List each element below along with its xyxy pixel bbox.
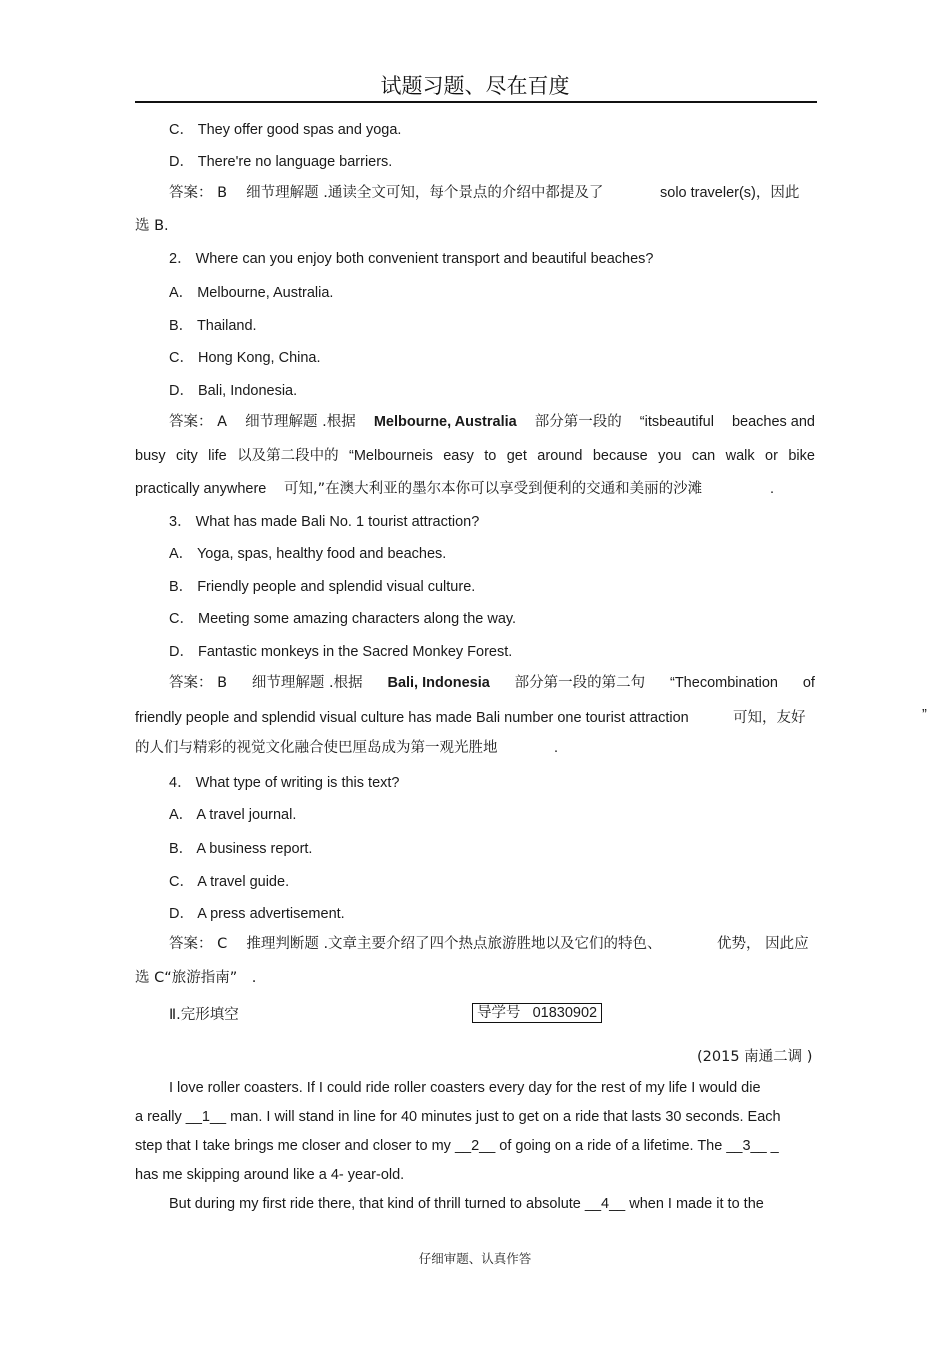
q4-answer-line-1b: 优势， 因此应 (717, 936, 809, 952)
q3-option-b: B． Friendly people and splendid visual culture. (169, 579, 476, 595)
q1-option-d: D． There're no language barriers. (169, 154, 393, 170)
q3-answer-line-2a: friendly people and splendid visual culture has made Bali number one tourist attraction (135, 710, 689, 726)
q2-answer-line-2 (135, 447, 815, 465)
guide-label: 导学号 (477, 1005, 521, 1021)
word: around (537, 448, 583, 464)
passage-line-5: But during my first ride there, that kind of thrill turned to absolute __4__ when I made it to the (169, 1196, 764, 1212)
answer-text: 部分第一段的 (534, 414, 622, 430)
q1-answer-line-1b: solo traveler(s)，因此 (660, 185, 800, 201)
q2-answer-line-3b: 可知,”在澳大利亚的墨尔本你可以享受到便利的交通和美丽的沙滩 (284, 481, 703, 497)
q4-option-b: B． A business report. (169, 841, 313, 857)
q2-option-d: D． Bali, Indonesia. (169, 383, 298, 399)
q3-answer-line-2b: 可知，友好 (733, 710, 806, 726)
q4-answer-line-1a: 答案： C 推理判断题 .文章主要介绍了四个热点旅游胜地以及它们的特色、 (169, 936, 662, 952)
header-rule (135, 101, 817, 103)
word: easy (443, 448, 474, 464)
q2-question: 2． Where can you enjoy both convenient transport and beautiful beaches? (169, 251, 654, 267)
word: “Melbourneis (349, 448, 433, 464)
answer-section-ref: Melbourne, Australia (373, 414, 517, 430)
q3-answer-line-3a: 的人们与精彩的视觉文化融合使巴厘岛成为第一观光胜地 (135, 740, 498, 756)
q3-option-c: C． Meeting some amazing characters along the way. (169, 611, 517, 627)
word: or (765, 448, 778, 464)
q4-option-d: D． A press advertisement. (169, 906, 345, 922)
q1-answer-line-2: 选 B. (135, 218, 169, 234)
passage-line-2: a really __1__ man. I will stand in line for 40 minutes just to get on a ride that lasts 30 seconds. Each (135, 1109, 781, 1125)
q4-option-c: C． A travel guide. (169, 874, 290, 890)
section-heading: Ⅱ.完形填空 (169, 1007, 239, 1023)
word: because (592, 448, 648, 464)
q1-answer-line-1a: 答案： B 细节理解题 .通读全文可知，每个景点的介绍中都提及了 (169, 185, 604, 201)
answer-quote-end: of (802, 675, 815, 691)
q2-answer-line-3c: . (770, 481, 775, 497)
passage-line-4: has me skipping around like a 4- year-old. (135, 1167, 405, 1183)
answer-type: 细节理解题 .根据 (251, 675, 363, 691)
answer-label: 答案： A (169, 414, 228, 430)
answer-quote: “Thecombination (670, 675, 778, 691)
q2-answer-line-3a: practically anywhere (135, 481, 267, 497)
q3-question: 3． What has made Bali No. 1 tourist attraction? (169, 514, 480, 530)
answer-quote-end: beaches and (731, 414, 815, 430)
word: bike (788, 448, 815, 464)
q3-answer-line-2c: ” (922, 707, 927, 723)
q2-option-b: B． Thailand. (169, 318, 257, 334)
q4-question: 4． What type of writing is this text? (169, 775, 400, 791)
answer-quote: “itsbeautiful (639, 414, 714, 430)
q1-option-c: C． They offer good spas and yoga. (169, 122, 402, 138)
q3-option-d: D． Fantastic monkeys in the Sacred Monkey Forest. (169, 644, 513, 660)
word: life (208, 448, 227, 464)
q4-option-a: A． A travel journal. (169, 807, 297, 823)
word: walk (725, 448, 755, 464)
header-title: 试题习题、尽在百度 (380, 74, 570, 98)
q3-answer-line-1 (169, 674, 815, 692)
word: to (484, 448, 497, 464)
word: busy (135, 448, 166, 464)
word: can (691, 448, 716, 464)
footer-note: 仔细审题、认真作答 (418, 1251, 532, 1266)
word: city (176, 448, 198, 464)
q3-answer-line-3b: . (554, 740, 559, 756)
guide-number (472, 1003, 602, 1023)
guide-number-box (472, 1004, 602, 1022)
answer-type: 细节理解题 .根据 (245, 414, 356, 430)
answer-label: 答案： B (169, 675, 228, 691)
answer-section-ref: Bali, Indonesia (387, 675, 490, 691)
passage-source: (2015 南通二调 ) (697, 1049, 813, 1065)
word: 以及第二段中的 (237, 448, 339, 464)
word: you (658, 448, 682, 464)
word: get (506, 448, 527, 464)
passage-line-1: I love roller coasters. If I could ride roller coasters every day for the rest of my life I would die (169, 1080, 761, 1096)
answer-text: 部分第一段的第二句 (514, 675, 646, 691)
guide-code: 01830902 (532, 1005, 598, 1021)
q2-answer-line-1 (169, 413, 815, 431)
q2-option-c: C． Hong Kong, China. (169, 350, 321, 366)
passage-line-3: step that I take brings me closer and closer to my __2__ of going on a ride of a lifetime. The __3__ _ (135, 1138, 779, 1154)
q4-answer-line-2: 选 C“旅游指南” . (135, 970, 257, 986)
q2-option-a: A． Melbourne, Australia. (169, 285, 334, 301)
q3-option-a: A． Yoga, spas, healthy food and beaches. (169, 546, 447, 562)
